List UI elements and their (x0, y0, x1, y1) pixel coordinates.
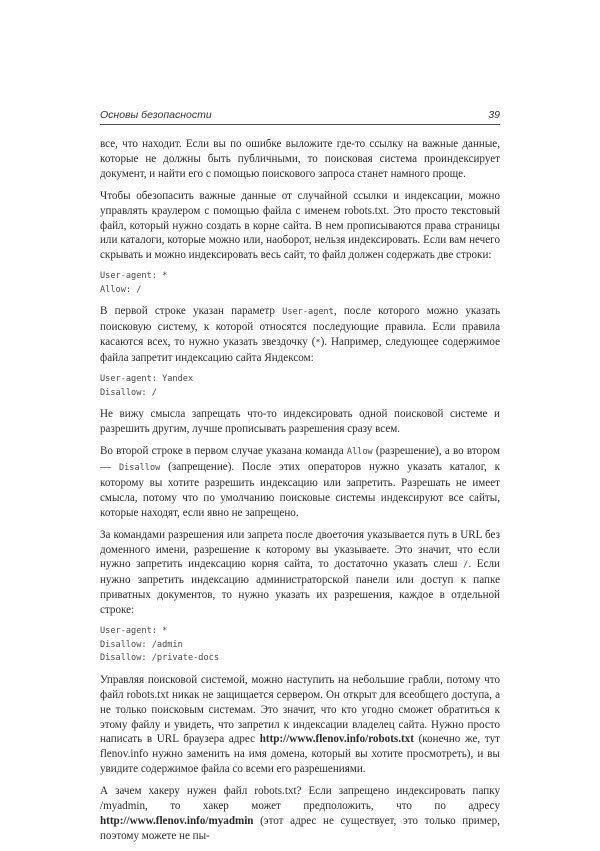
code-block-2 (100, 373, 500, 400)
inline-code: * (315, 338, 321, 349)
text-run: . Если нужно запретить индексацию администраторской панели или доступ к папке приватных документов, то нужно указать их разрешения, каждое в отдельной строке: (100, 558, 500, 617)
paragraph-1: все, что находит. Если вы по ошибке выложите где-то ссылку на важные данные, которые не должны быть публичными, то поисковая система проиндексирует документ, и найти его с помощью поискового запроса станет намного проще. (100, 138, 500, 180)
text-run: (запрещение). После этих операторов нужно указать каталог, к которому вы хотите разрешить индексацию или запретить. Разрешать не имеет смысла, потому что по умолчанию поисковые системы индексируют все сайты, которые находят, если явно не запрещено. (100, 460, 500, 519)
page-body (100, 137, 500, 851)
inline-code: Disallow (118, 462, 161, 473)
text-run: Во второй строке в первом случае указана команда (100, 445, 347, 458)
code-line: Allow: / (100, 284, 142, 295)
code-block-3 (100, 625, 500, 666)
url-text: http://www.flenov.info/robots.txt (259, 733, 414, 746)
code-line: User-agent: * (100, 626, 168, 637)
code-block-1 (100, 270, 500, 297)
text-run: (конечно же, тут flenov.info нужно заменить на имя домена, который вы хотите просмотреть), и вы увидите содержимое файла со всеми его разрешениями. (100, 733, 500, 776)
paragraph-3 (100, 304, 500, 366)
text-run: В первой строке указан параметр (100, 305, 283, 318)
text-run: Управляя поисковой системой, можно наступить на небольшие грабли, потому что файл robots.txt никак не защищается сервером. Он открыт для всеобщего доступа, а не только поисковым системам. Это значит, что кто угодно сможет обратиться к этому файлу и увидеть, что запретил к индексации владелец сайта. Нужно просто написать в URL браузера адрес (100, 673, 500, 746)
paragraph-6 (100, 528, 500, 618)
code-line: User-agent: Yandex (100, 374, 194, 385)
text-run: (этот адрес не существует, это только пример, поэтому можете не пы- (100, 814, 500, 842)
code-line: Disallow: / (100, 387, 157, 398)
code-line: Disallow: /admin (100, 639, 183, 650)
inline-code: / (463, 560, 469, 571)
paragraph-2: Чтобы обезопасить важные данные от случайной ссылки и индексации, можно управлять краулером с помощью файла с именем robots.txt. Это просто текстовый файл, который нужно создать в корне сайта. В нем прописываются права страницы или каталоги, которые можно или, наоборот, нельзя индексировать. Если вам нечего скрывать и можно индексировать весь сайт, то файл должен содержать две строки: (100, 189, 500, 262)
paragraph-4: Не вижу смысла запрещать что-то индексировать одной поисковой системе и разрешить другим, лучше прописывать разрешения сразу всем. (100, 408, 500, 436)
paragraph-5 (100, 444, 500, 521)
text-run: , после которого можно указать поисковую систему, к которой относятся последующие правила. Если правила касаются всех, то нужно указать звездочку ( (100, 305, 500, 349)
inline-code: Allow (346, 447, 373, 458)
text-run: ). Например, следующее содержимое файла запретит индексацию сайта Яндексом: (100, 336, 500, 365)
url-text: http://www.flenov.info/myadmin (100, 814, 254, 827)
paragraph-8 (100, 784, 500, 844)
code-line: Disallow: /private-docs (100, 653, 219, 664)
text-run: (разрешение), а во втором — (100, 445, 501, 473)
page-number: 39 (488, 109, 500, 121)
section-title: Основы безопасности (100, 109, 212, 121)
text-run: За командами разрешения или запрета после двоеточия указывается путь в URL без доменного имени, разрешение к которому вы указываете. Это значит, что если нужно запретить индексацию корня сайта, то достаточно указать слеш (100, 528, 500, 571)
running-header (100, 109, 500, 125)
code-line: User-agent: * (100, 271, 168, 282)
text-run: А зачем хакеру нужен файл robots.txt? Если запрещено индексировать папку /myadmin, то хакер может предположить, что по адресу (100, 785, 500, 813)
paragraph-7 (100, 673, 500, 777)
inline-code: User-agent (282, 307, 334, 318)
